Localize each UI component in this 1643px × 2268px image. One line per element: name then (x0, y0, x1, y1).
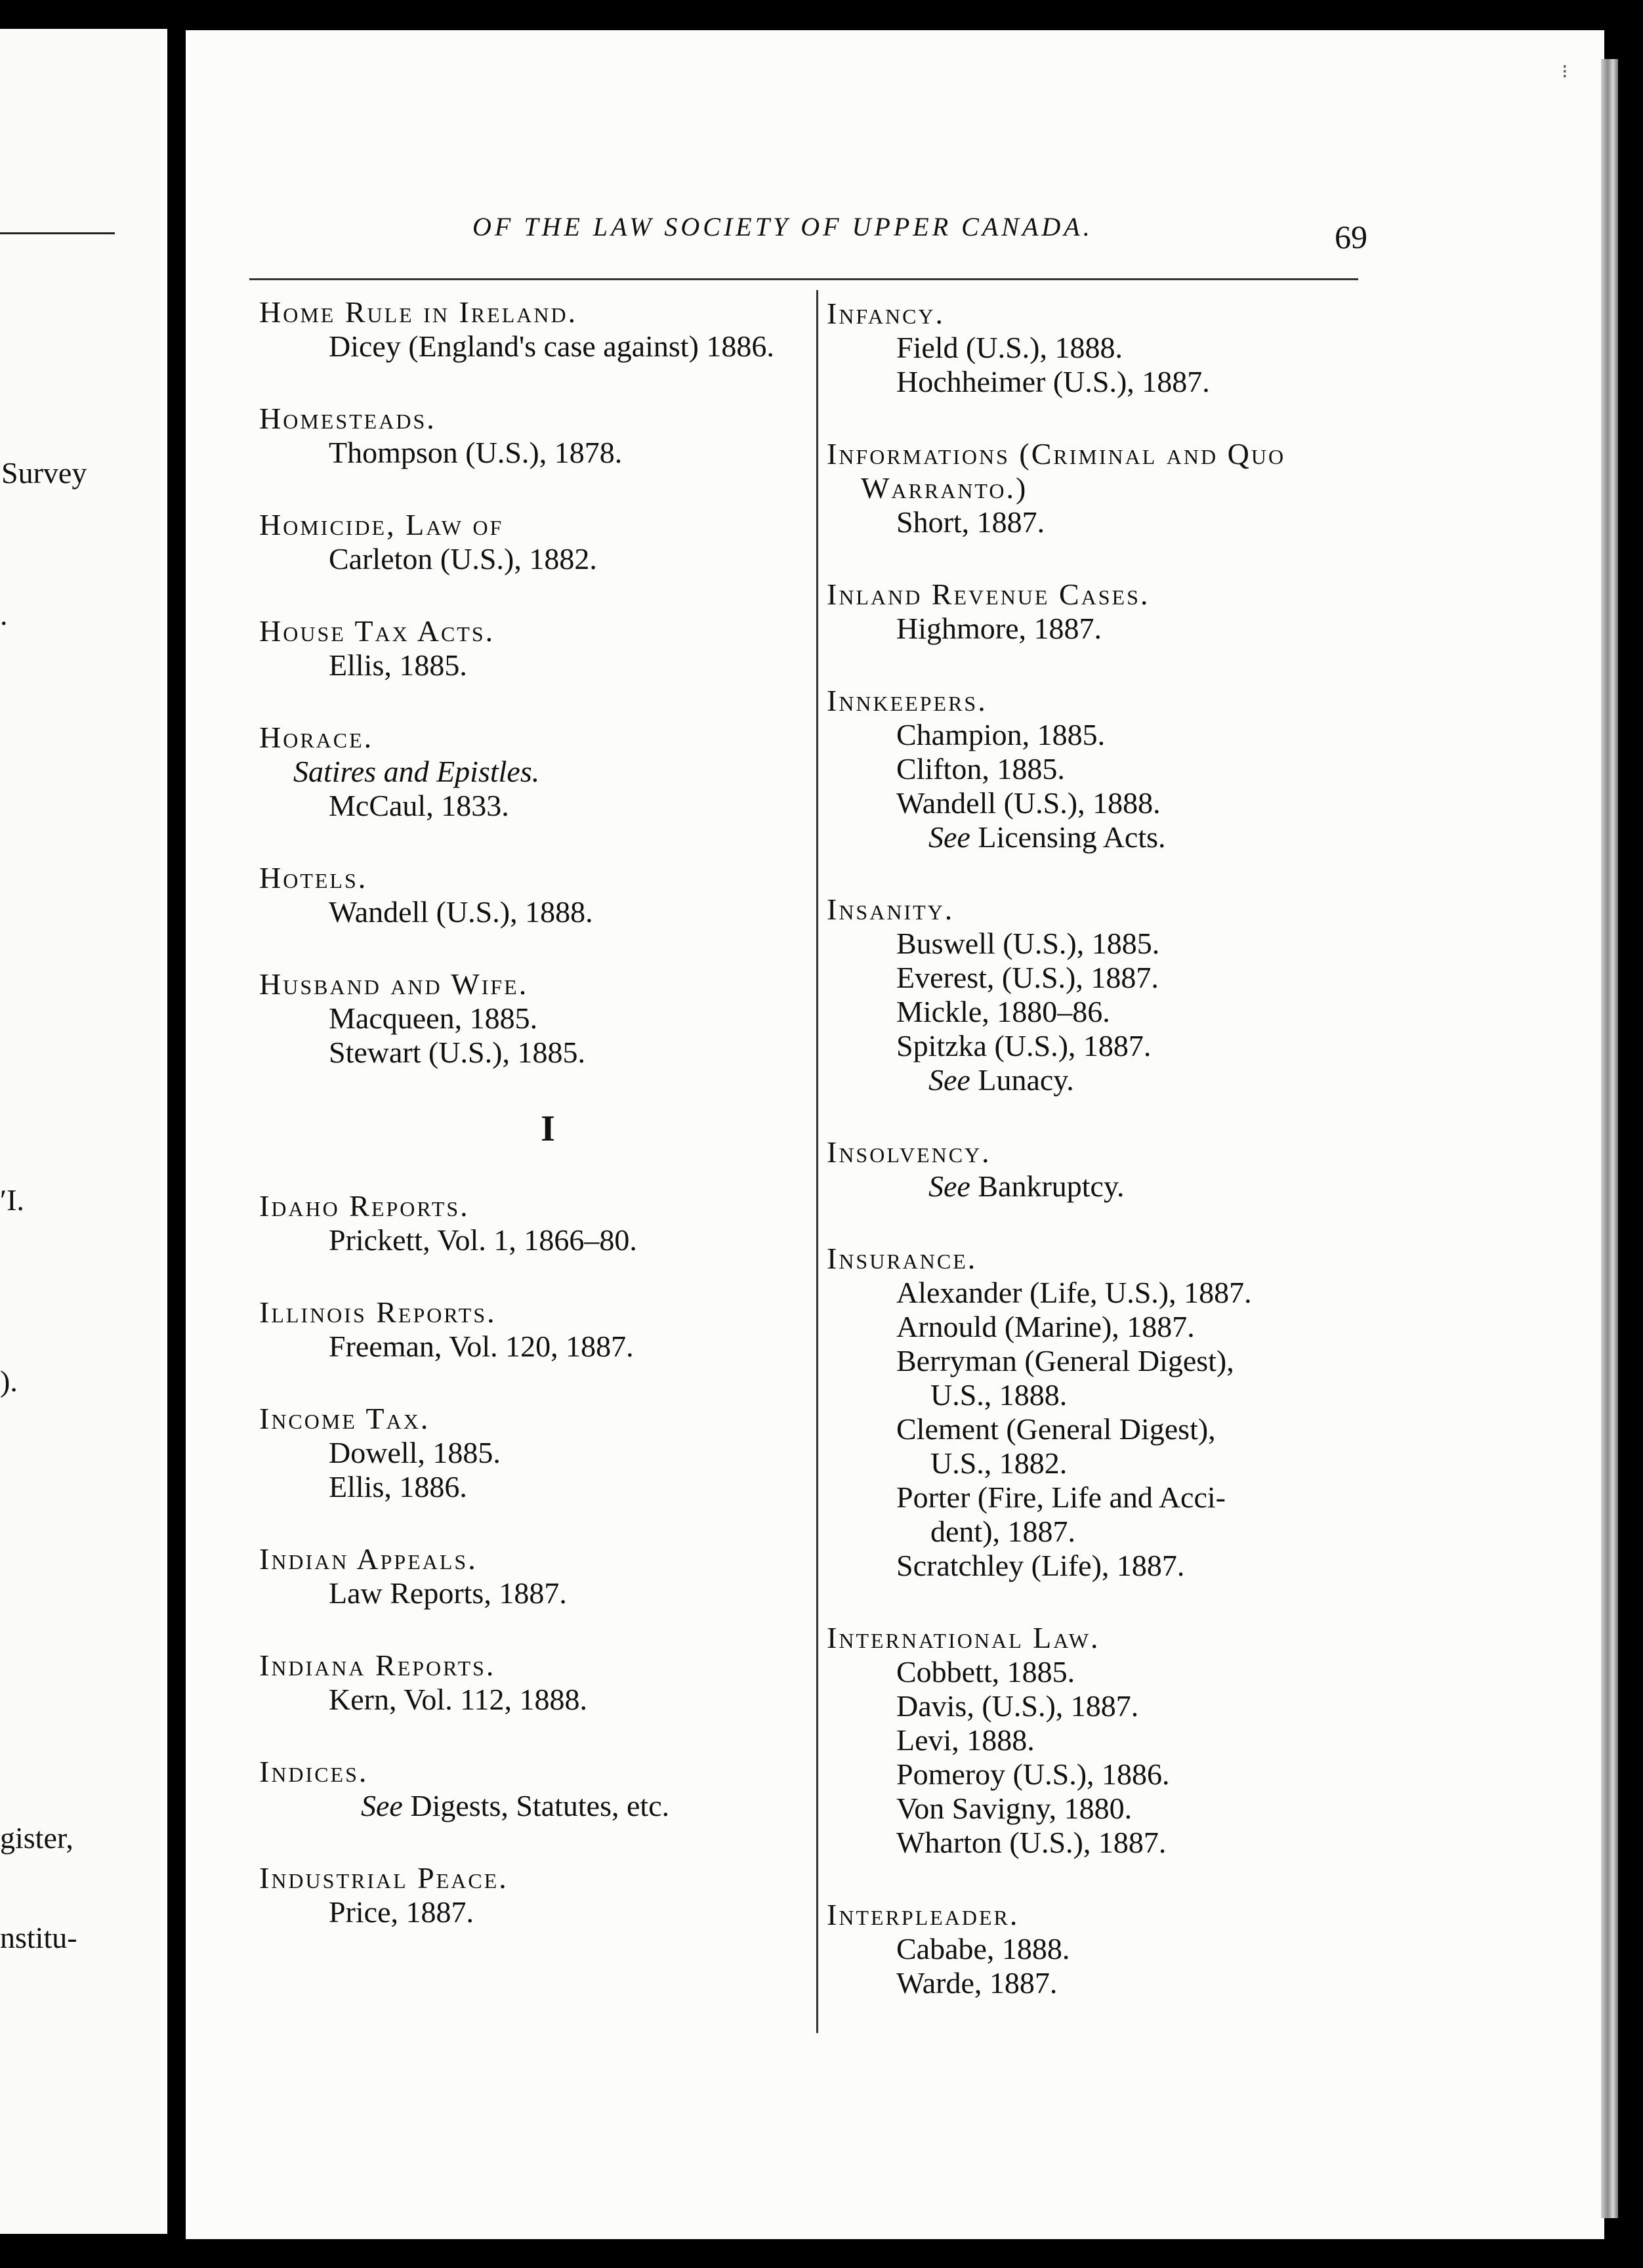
entry-reference: McCaul, 1833. (329, 789, 509, 822)
entry-heading: Infancy. (827, 297, 946, 330)
index-entry (259, 1402, 804, 1504)
entry-reference: Everest, (U.S.), 1887. (896, 961, 1159, 994)
entry-reference: Von Savigny, 1880. (896, 1792, 1133, 1825)
see-target: Licensing Acts. (978, 820, 1166, 854)
entry-reference: Wandell (U.S.), 1888. (896, 786, 1161, 820)
entry-reference: Mickle, 1880–86. (896, 995, 1110, 1028)
entry-reference: Cababe, 1888. (896, 1932, 1070, 1965)
entry-reference: Ellis, 1886. (329, 1470, 467, 1503)
heading-continuation: Warranto.) (861, 471, 1028, 505)
entry-heading: Insurance. (827, 1242, 978, 1275)
entry-heading: Home Rule in Ireland. (259, 295, 578, 329)
column-divider (816, 290, 818, 2033)
index-entry (259, 1295, 804, 1364)
entry-reference: Champion, 1885. (896, 718, 1106, 751)
running-head: OF THE LAW SOCIETY OF UPPER CANADA. (472, 212, 1093, 242)
entry-heading: Inland Revenue Cases. (827, 578, 1150, 611)
entry-reference: Stewart (U.S.), 1885. (329, 1036, 585, 1069)
entry-reference: Arnould (Marine), 1887. (896, 1310, 1195, 1343)
see-target: Digests, Statutes, etc. (410, 1789, 670, 1822)
index-entry (827, 1898, 1378, 2000)
reference-line: Porter (Fire, Life and Acci- (896, 1480, 1226, 1514)
see-word: See (928, 820, 970, 854)
entry-reference: Alexander (Life, U.S.), 1887. (896, 1276, 1252, 1309)
entry-subtitle: Satires and Epistles. (293, 755, 540, 788)
index-entry (827, 578, 1378, 646)
index-entry (827, 892, 1378, 1097)
entry-reference: Short, 1887. (896, 505, 1045, 539)
entry-heading: Idaho Reports. (259, 1189, 470, 1223)
left-fragment-text: ). (0, 1364, 18, 1398)
scan-mark: ⁝ (1562, 61, 1568, 83)
index-entry (259, 508, 804, 576)
entry-heading: Homicide, Law of (259, 508, 504, 541)
entry-heading: Indian Appeals. (259, 1542, 478, 1576)
entry-reference: Field (U.S.), 1888. (896, 331, 1123, 364)
entry-heading: Income Tax. (259, 1402, 430, 1435)
index-entry (259, 1648, 804, 1717)
index-entry (259, 1861, 804, 1929)
entry-reference: Davis, (U.S.), 1887. (896, 1689, 1139, 1723)
entry-reference: Freeman, Vol. 120, 1887. (329, 1330, 634, 1363)
see-reference (827, 1169, 1378, 1204)
see-reference (827, 1063, 1378, 1097)
entry-reference: Highmore, 1887. (896, 612, 1102, 645)
see-target: Bankruptcy. (978, 1169, 1125, 1203)
entry-heading: Horace. (259, 721, 374, 754)
entry-reference: Warde, 1887. (896, 1966, 1058, 2000)
page-edge (1601, 59, 1618, 2218)
left-fragment-text: Survey (1, 456, 87, 490)
entry-heading: Insanity. (827, 892, 955, 926)
entry-heading: Innkeepers. (827, 684, 988, 717)
entry-reference: Ellis, 1885. (329, 648, 467, 682)
entry-reference (259, 329, 804, 364)
reference-line: Berryman (General Digest), (896, 1344, 1234, 1377)
reference-line: Clement (General Digest), (896, 1412, 1216, 1446)
index-entry (827, 684, 1378, 854)
entry-reference: Hochheimer (U.S.), 1887. (896, 365, 1210, 398)
entry-reference-wrapped (827, 1480, 1378, 1549)
entry-reference: Spitzka (U.S.), 1887. (896, 1029, 1152, 1062)
entry-heading: Husband and Wife. (259, 967, 529, 1001)
reference-continuation: dent), 1887. (930, 1515, 1076, 1548)
entry-heading (827, 437, 1378, 505)
index-column-left (259, 295, 804, 1967)
entry-reference: Buswell (U.S.), 1885. (896, 927, 1160, 960)
left-page-rule (0, 232, 115, 234)
index-entry (827, 437, 1378, 539)
entry-heading: International Law. (827, 1621, 1100, 1654)
entry-reference: Law Reports, 1887. (329, 1576, 567, 1610)
see-target: Lunacy. (978, 1063, 1074, 1097)
reference-continuation: U.S., 1882. (930, 1446, 1068, 1480)
page-number: 69 (1335, 219, 1367, 255)
reference-continuation: U.S., 1888. (930, 1378, 1068, 1412)
see-word: See (928, 1169, 970, 1203)
entry-reference-wrapped (827, 1412, 1378, 1480)
reference-text: Dicey (England's case against) 1886. (329, 329, 774, 363)
section-letter: I (541, 1108, 555, 1149)
entry-heading: House Tax Acts. (259, 614, 495, 648)
index-entry (259, 614, 804, 682)
entry-reference: Clifton, 1885. (896, 752, 1065, 786)
index-entry (259, 861, 804, 929)
entry-reference: Macqueen, 1885. (329, 1001, 538, 1035)
entry-heading: Indiana Reports. (259, 1648, 496, 1682)
entry-heading: Illinois Reports. (259, 1295, 497, 1329)
index-entry (259, 402, 804, 470)
entry-reference: Thompson (U.S.), 1878. (329, 436, 623, 469)
see-word: See (928, 1063, 970, 1097)
entry-reference: Scratchley (Life), 1887. (896, 1549, 1185, 1582)
entry-reference-wrapped (827, 1344, 1378, 1412)
index-entry (259, 295, 804, 364)
left-fragment-text: . (0, 598, 8, 631)
index-entry (259, 967, 804, 1070)
entry-heading: Industrial Peace. (259, 1861, 509, 1895)
entry-reference: Prickett, Vol. 1, 1866–80. (329, 1223, 637, 1257)
header-rule (249, 278, 1358, 280)
entry-heading: Homesteads. (259, 402, 436, 435)
heading-line: Informations (Criminal and Quo (827, 437, 1286, 471)
index-entry (827, 297, 1378, 399)
index-entry (259, 1542, 804, 1610)
entry-reference: Price, 1887. (329, 1895, 474, 1929)
entry-reference: Pomeroy (U.S.), 1886. (896, 1757, 1170, 1791)
entry-reference: Kern, Vol. 112, 1888. (329, 1683, 587, 1716)
index-entry (827, 1621, 1378, 1860)
entry-reference: Cobbett, 1885. (896, 1655, 1075, 1689)
left-fragment-text: gister, (0, 1821, 73, 1855)
left-fragment-text: nstitu- (0, 1921, 77, 1954)
entry-reference: Wandell (U.S.), 1888. (329, 895, 593, 929)
entry-heading: Indices. (259, 1755, 369, 1788)
left-page-fragment (0, 29, 167, 2234)
left-fragment-text: ʹI. (0, 1183, 24, 1217)
see-reference (259, 1789, 804, 1823)
entry-heading: Insolvency. (827, 1135, 991, 1169)
see-reference (827, 820, 1378, 854)
entry-reference: Levi, 1888. (896, 1723, 1035, 1757)
entry-reference: Wharton (U.S.), 1887. (896, 1826, 1167, 1859)
entry-reference: Carleton (U.S.), 1882. (329, 542, 597, 576)
entry-heading: Hotels. (259, 861, 368, 894)
index-entry (259, 721, 804, 823)
see-word: See (361, 1789, 403, 1822)
index-entry (259, 1755, 804, 1823)
index-entry (827, 1242, 1378, 1583)
index-entry (827, 1135, 1378, 1204)
entry-heading: Interpleader. (827, 1898, 1020, 1931)
index-column-right (827, 297, 1378, 2038)
entry-reference: Dowell, 1885. (329, 1436, 501, 1469)
index-entry (259, 1189, 804, 1257)
